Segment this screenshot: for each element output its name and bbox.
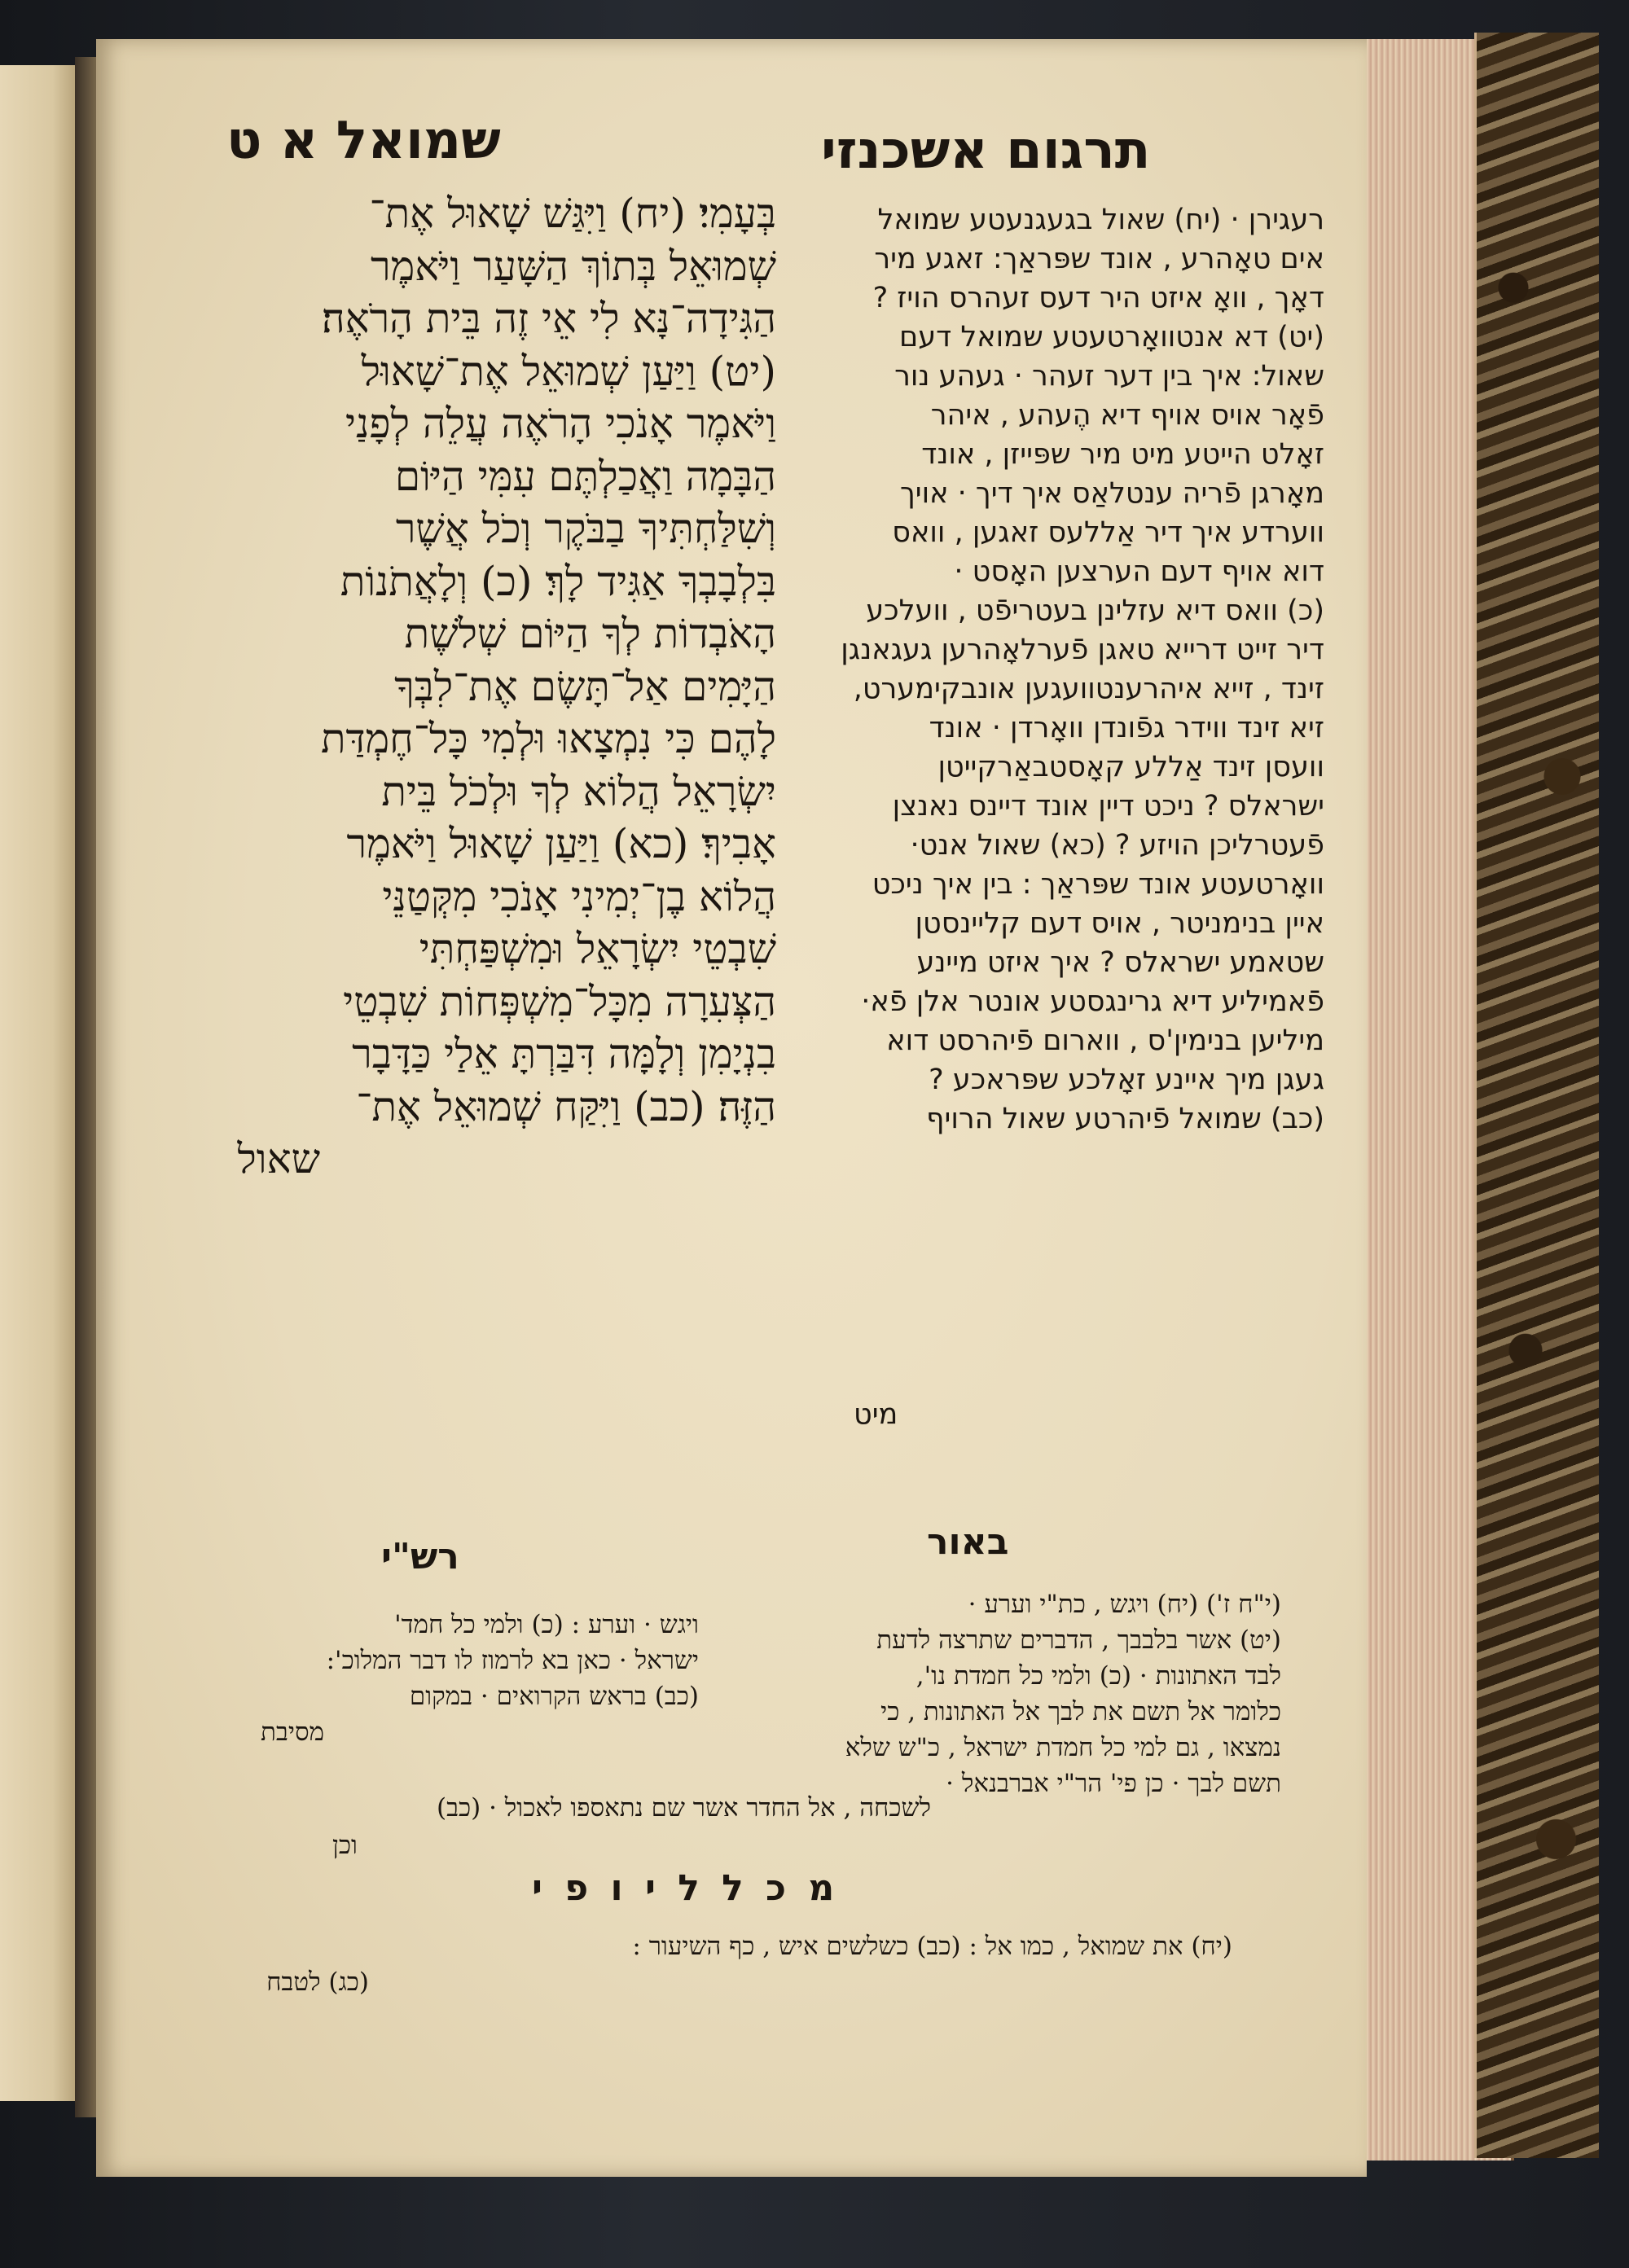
biur-heading: באור [927, 1521, 1009, 1563]
mikhlal-yofi-heading: מ כ ל ל י ו פ י [532, 1867, 840, 1909]
translation-line: פֿאמיליע דיא גרינגסטע אונטר אלן פֿא· [861, 985, 1324, 1018]
translation-line: געגן מיך איינע זאָלכע שפּראכע ? [929, 1064, 1324, 1096]
biur-line: (יט) אשר בלבבך , הדברים שתרצה לדעת [876, 1625, 1281, 1655]
translation-line: דאָך , וואָ איזט היר דעס זעהרס הויז ? [872, 282, 1324, 314]
bible-line: הֲלוֹא בֶן־יְמִינִי אָנֹכִי מִקְּטַנֵּי [382, 872, 776, 920]
biur-line: לבד האתונות · (כ) ולמי כל חמדת נו', [915, 1661, 1281, 1691]
continuation-line: לשכחה , אל החדר אשר שם נתאספו לאכול · (כב) [436, 1793, 931, 1823]
bible-line: בִּלְבָבְךָ אַגִּיד לָךְ׃ (כ) וְלָאֲתֹנוֹת [340, 557, 776, 605]
bible-line: הַיָּמִים אַל־תָּשֶׂם אֶת־לִבְּךָ [394, 662, 776, 710]
translation-line: מיליען בנימין'ס , ווארום פֿיהרסט דוא [886, 1024, 1324, 1057]
mikhlal-yofi-line: (כג) לטבח [266, 1968, 369, 1997]
bible-text-column [133, 187, 776, 1186]
bible-line: הַזֶּה׃ (כב) וַיִּקַּח שְׁמוּאֵל אֶת־ [356, 1082, 776, 1130]
bible-catchword: שאול [237, 1135, 320, 1182]
bible-line: אָבִיךָ׃ (כא) וַיַּעַן שָׁאוּל וַיֹּאמֶר [346, 820, 776, 867]
rashi-commentary [153, 1607, 699, 1750]
rashi-heading: רש"י [381, 1536, 459, 1577]
translation-line: דיר זייט דרייא טאגן פֿערלאָהרען געגאנגן [841, 634, 1324, 666]
translation-line: דוא אויף דעם הערצען האָסט · [954, 555, 1324, 588]
translation-line: איין בנימניטר , אויס דעם קליינסטן [915, 907, 1324, 940]
translation-line: מאָרגן פֿריה ענטלאַס איך דיך · אויך [899, 477, 1324, 510]
rashi-line: מסיבת [261, 1717, 324, 1747]
translation-line: ישראלס ? ניכט דיין אונד דיינס נאנצן [892, 790, 1324, 823]
bible-line: הַגִּידָה־נָּא לִי אֵי זֶה בֵּית הָרֹאֶה׃ [321, 295, 776, 342]
bible-line: (יט) וַיַּעַן שְׁמוּאֵל אֶת־שָׁאוּל [361, 347, 776, 395]
biur-line: (י"ח ז') (יח) ויגש , כת"י וערע · [968, 1590, 1281, 1619]
bible-line: וְשִׁלַּחְתִּיךָ בַבֹּקֶר וְכֹל אֲשֶׁר [395, 505, 776, 552]
bible-line: יִשְׂרָאֵל הֲלוֹא לְךָ וּלְכֹל בֵּית [381, 767, 776, 815]
translation-line: וועסן זינד אַללע קאָסטבאַרקייטן [937, 751, 1324, 783]
mikhlal-yofi-line: (יח) את שמואל , כמו אל : (כב) כשלשים איש , כף השיעור : [632, 1932, 1232, 1961]
translation-line: זינד , זייא איהרענטוועגען אונבקימערט, [853, 673, 1324, 705]
biur-line: כלומר אל תשם את לבך אל האתונות , כי [880, 1697, 1281, 1726]
bible-line: שִׁבְטֵי יִשְׂרָאֵל וּמִשְׁפַּחְתִּי [419, 925, 776, 972]
previous-page-edge [0, 65, 77, 2101]
bible-line: וַיֹּאמֶר אָנֹכִי הָרֹאֶה עֲלֵה לְפָנַי [345, 400, 776, 447]
translation-line: זאָלט הייטע מיט מיר שפּייזן , אונד [921, 438, 1324, 471]
running-head-left: שמואל א ט [226, 111, 501, 171]
right-page [96, 39, 1367, 2177]
rashi-line: (כב) בראש הקרואים · במקום [409, 1682, 699, 1711]
bible-line: הַצְּעִרָה מִכָּל־מִשְׁפְּחוֹת שִׁבְטֵי [343, 977, 776, 1025]
translation-line: (יט) דא אנטוואָרטעטע שמואל דעם [898, 321, 1324, 353]
translation-line: וואָרטעטע אונד שפּראַך : בין איך ניכט [872, 868, 1324, 901]
marbled-board [1474, 33, 1599, 2158]
mikhlal-yofi-text [206, 1928, 1232, 2000]
bible-line: הַבָּמָה וַאֲכַלְתֶּם עִמִּי הַיּוֹם [394, 452, 776, 500]
translation-line: פֿאָר אויס אויף דיא הֶעהע , איהר [930, 399, 1324, 432]
bible-line: לָהֶם כִּי נִמְצָאוּ וּלְמִי כָּל־חֶמְדַּת [320, 715, 776, 762]
translation-line: שטאמע ישראלס ? איך איזט מיינע [916, 946, 1324, 979]
translation-line: זיא זינד ווידר גפֿונדן וואָרדן · אונד [929, 712, 1324, 744]
biur-line: תשם לבך · כן פי' הר"י אברבנאל · [946, 1769, 1281, 1798]
rashi-line: ישראל · כאן בא לרמוז לו דבר המלוכ': [326, 1646, 699, 1675]
gutter [75, 57, 98, 2117]
biur-commentary [711, 1586, 1281, 1801]
continuation-catchword: וכן [332, 1831, 358, 1860]
translation-column [795, 200, 1324, 1138]
bible-line: הָאֹבְדוֹת לְךָ הַיּוֹם שְׁלֹשֶׁת [404, 610, 776, 657]
bible-line: שְׁמוּאֵל בְּתוֹךְ הַשָּׁעַר וַיֹּאמֶר [371, 242, 776, 290]
translation-line: (כב) שמואל פֿיהרטע שאול הרויף [926, 1103, 1324, 1135]
translation-line: (כ) וואס דיא עזלינן בעטריפֿט , וועלכע [866, 594, 1324, 627]
translation-line: פֿעטרליכן הויזע ? (כא) שאול אנט· [910, 829, 1324, 862]
biur-line: נמצאו , גם למי כל חמדת ישראל , כ"ש שלא [845, 1733, 1281, 1762]
bible-line: בִנְיָמִן וְלָמָּה דִּבַּרְתָּ אֵלַי כַּדָּבָר [352, 1030, 776, 1077]
translation-catchword: מיט [854, 1398, 898, 1431]
translation-line: רעגירן · (יח) שאול בגעגנעטע שמואל [877, 204, 1324, 236]
translation-line: ווערדע איך דיר אַללעס זאגען , וואס [892, 516, 1324, 549]
running-head-right: תרגום אשכנזי [821, 121, 1151, 181]
translation-line: שאול: איך בין דער זעהר · געהע נור [894, 360, 1324, 393]
translation-line: אים טאָהרע , אונד שפּראַך: זאגע מיר [874, 243, 1324, 275]
rashi-line: ויגש · וערע : (כ) ולמי כל חמד' [394, 1610, 699, 1639]
bible-line: בְּעָמִי׃ (יח) וַיִּגַּשׁ שָׁאוּל אֶת־ [369, 190, 776, 237]
